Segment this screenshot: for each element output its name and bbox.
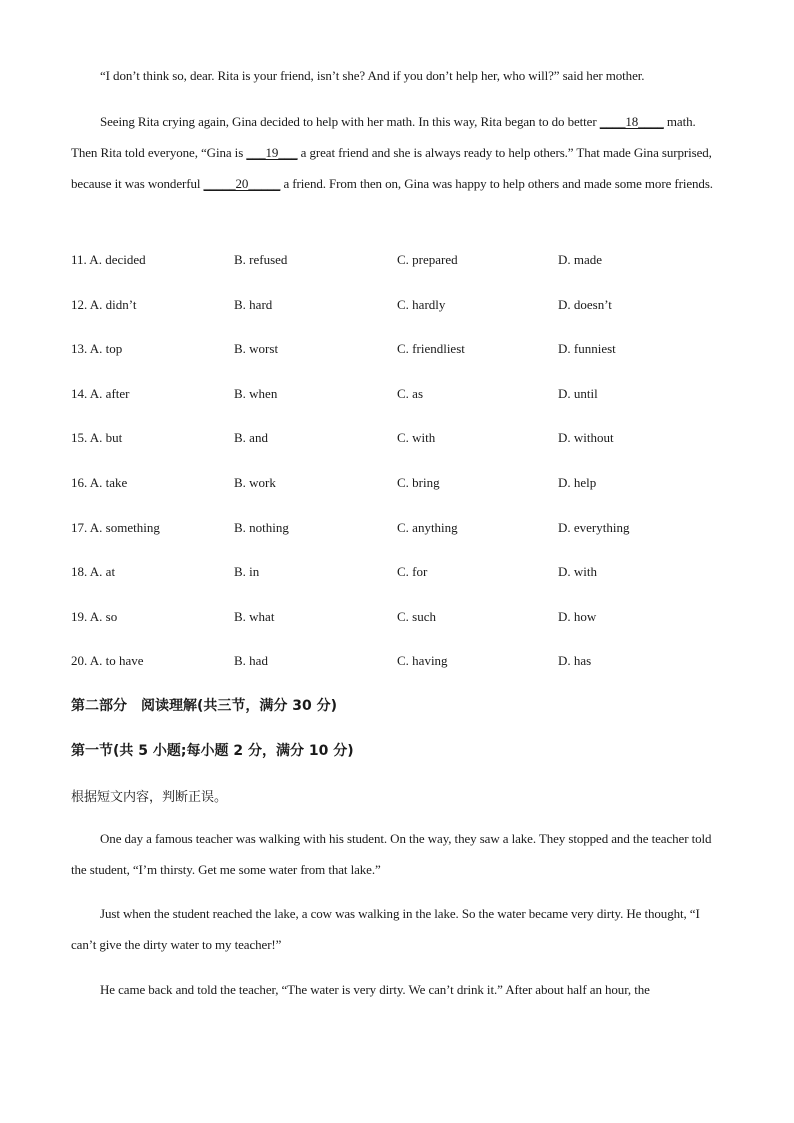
text-segment: Seeing Rita crying again, Gina decided to help with her math. In this way, Rita began to do better — [100, 114, 600, 129]
option-choice: B. nothing — [234, 519, 289, 535]
option-choice: 15. A. but — [71, 430, 123, 446]
blank-18: ____18____ — [599, 114, 664, 129]
option-row — [71, 475, 731, 495]
option-choice: C. anything — [397, 519, 458, 535]
option-choice: B. hard — [234, 296, 273, 312]
option-choice: C. for — [397, 564, 428, 580]
option-choice: B. and — [234, 430, 268, 446]
option-choice: 16. A. take — [71, 475, 128, 490]
option-choice: 17. A. something — [71, 519, 160, 535]
option-choice: D. has — [558, 653, 592, 669]
instruction-text: 根据短文内容，判断正误。 — [71, 790, 228, 805]
text-segment: a friend. From then on, Gina was happy to help others and made some more friends. — [280, 176, 713, 191]
option-row — [71, 297, 731, 317]
option-choice: C. such — [397, 608, 436, 624]
option-choice: 13. A. top — [71, 341, 123, 357]
option-choice: C. having — [397, 653, 448, 669]
option-row — [71, 564, 731, 584]
option-choice: 20. A. to have — [71, 653, 144, 669]
option-choice: B. when — [234, 385, 278, 401]
option-row — [71, 653, 731, 673]
paragraph-gina-helps — [71, 106, 723, 199]
option-choice: D. help — [558, 475, 597, 490]
section1-heading: 第一节(共 5 小题;每小题 2 分，满分 10 分) — [71, 743, 354, 759]
option-choice: C. bring — [397, 475, 440, 490]
blank-20: _____20_____ — [203, 176, 281, 191]
option-choice: D. until — [558, 385, 598, 401]
option-choice: D. everything — [558, 519, 630, 535]
option-choice: C. hardly — [397, 296, 446, 312]
option-choice: B. refused — [234, 252, 288, 267]
blank-19: ___19___ — [246, 145, 298, 160]
option-choice: B. had — [234, 653, 268, 669]
option-choice: D. with — [558, 564, 597, 580]
option-row — [71, 430, 731, 450]
paragraph-teacher-lake: One day a famous teacher was walking with his student. On the way, they saw a lake. They stopped and the teacher told the student, “I’m thirsty. Get me some water from that lake.” — [71, 831, 712, 877]
paragraph-mother-quote: “I don’t think so, dear. Rita is your friend, isn’t she? And if you don’t help her, who will?” said her mother. — [100, 68, 645, 83]
option-row — [71, 252, 731, 272]
option-choice: 19. A. so — [71, 608, 118, 624]
text-segment: a great friend and she is always ready to help others.” That made Gina surprised, because it was wonderful — [71, 145, 712, 191]
option-choice: 14. A. after — [71, 385, 130, 401]
option-choice: 18. A. at — [71, 564, 116, 580]
part2-heading: 第二部分 阅读理解(共三节，满分 30 分) — [71, 698, 338, 714]
paragraph-cow-dirty-water: Just when the student reached the lake, a cow was walking in the lake. So the water became very dirty. He thought, “I can’t give the dirty water to my teacher!” — [71, 906, 700, 952]
option-row — [71, 341, 731, 361]
option-choice: B. in — [234, 564, 260, 580]
option-row — [71, 386, 731, 406]
option-choice: C. with — [397, 430, 436, 446]
option-row — [71, 520, 731, 540]
option-choice: D. how — [558, 608, 597, 624]
paragraph-came-back: He came back and told the teacher, “The water is very dirty. We can’t drink it.” After about half an hour, the — [100, 982, 650, 997]
text-segment: math. Then Rita told everyone, “Gina is — [71, 114, 696, 160]
option-choice: 12. A. didn’t — [71, 296, 137, 312]
option-row — [71, 609, 731, 629]
option-choice: D. made — [558, 252, 603, 267]
option-choice: D. funniest — [558, 341, 616, 357]
option-choice: B. what — [234, 608, 275, 624]
option-choice: C. as — [397, 385, 423, 401]
option-choice: D. doesn’t — [558, 296, 612, 312]
option-choice: B. worst — [234, 341, 279, 357]
option-choice: D. without — [558, 430, 614, 446]
option-choice: C. friendliest — [397, 341, 465, 357]
option-choice: 11. A. decided — [71, 252, 146, 267]
option-choice: B. work — [234, 475, 276, 490]
option-choice: C. prepared — [397, 252, 458, 267]
